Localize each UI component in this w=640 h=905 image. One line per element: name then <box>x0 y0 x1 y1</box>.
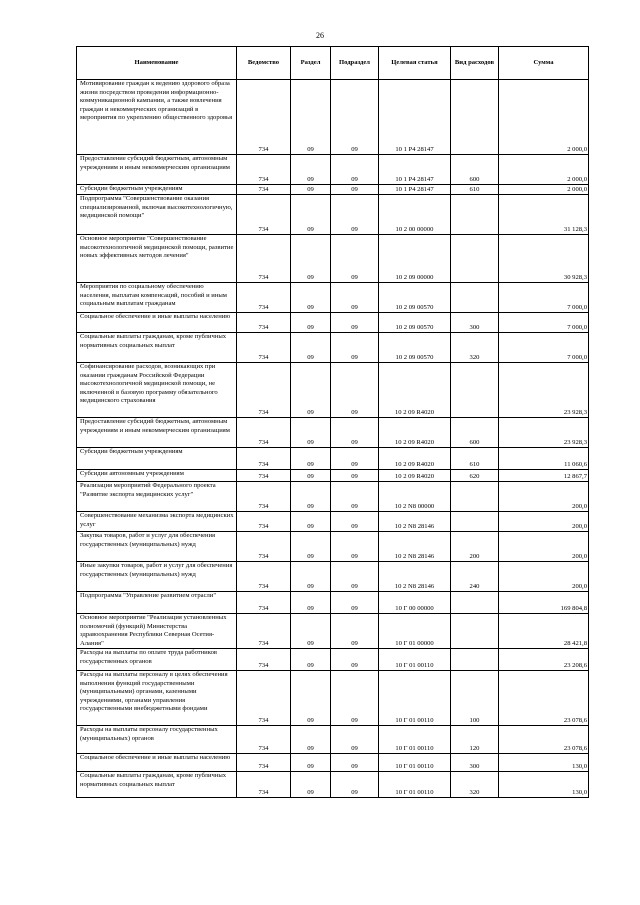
cell-expense-type: 200 <box>451 532 499 562</box>
cell-subsection: 09 <box>331 614 379 649</box>
column-header-name: Наименование <box>77 47 237 80</box>
cell-subsection: 09 <box>331 235 379 283</box>
cell-target-article: 10 2 09 R4020 <box>379 448 451 470</box>
cell-expense-type: 610 <box>451 448 499 470</box>
table-row <box>77 562 589 592</box>
cell-sum: 23 078,6 <box>499 726 589 754</box>
cell-section: 09 <box>291 185 331 195</box>
cell-expense-type: 100 <box>451 671 499 726</box>
cell-section: 09 <box>291 562 331 592</box>
cell-name: Мероприятия по социальному обеспечению населения, выплатам компенсаций, пособий и иным социальным выплатам гражданам <box>77 283 237 313</box>
cell-target-article: 10 2 N8 00000 <box>379 482 451 512</box>
cell-subsection: 09 <box>331 562 379 592</box>
table-row <box>77 363 589 418</box>
cell-name: Расходы на выплаты персоналу в целях обеспечения выполнения функций государственными (муниципальными) органами, казенными учреждениями, органами управления государственными внебюджетными фондами <box>77 671 237 726</box>
cell-section: 09 <box>291 614 331 649</box>
cell-section: 09 <box>291 80 331 155</box>
cell-section: 09 <box>291 195 331 235</box>
cell-name: Предоставление субсидий бюджетным, автономным учреждениям и иным некоммерческим организациям <box>77 418 237 448</box>
cell-expense-type: 300 <box>451 754 499 772</box>
cell-section: 09 <box>291 772 331 798</box>
cell-expense-type: 610 <box>451 185 499 195</box>
cell-subsection: 09 <box>331 80 379 155</box>
cell-sum: 28 421,8 <box>499 614 589 649</box>
cell-expense-type <box>451 512 499 532</box>
cell-expense-type: 320 <box>451 772 499 798</box>
cell-sum: 11 060,6 <box>499 448 589 470</box>
cell-section: 09 <box>291 155 331 185</box>
cell-sum: 23 208,6 <box>499 649 589 671</box>
cell-target-article: 10 Г 01 00110 <box>379 671 451 726</box>
cell-section: 09 <box>291 470 331 482</box>
cell-expense-type: 120 <box>451 726 499 754</box>
cell-department: 734 <box>237 80 291 155</box>
cell-name: Социальное обеспечение и иные выплаты населению <box>77 313 237 333</box>
cell-name: Закупка товаров, работ и услуг для обеспечения государственных (муниципальных) нужд <box>77 532 237 562</box>
column-header-department: Ведомство <box>237 47 291 80</box>
cell-name: Подпрограмма "Совершенствование оказания специализированной, включая высокотехнологичную, медицинской помощи" <box>77 195 237 235</box>
table-row <box>77 512 589 532</box>
cell-department: 734 <box>237 155 291 185</box>
cell-sum: 7 000,0 <box>499 313 589 333</box>
cell-expense-type: 240 <box>451 562 499 592</box>
cell-subsection: 09 <box>331 649 379 671</box>
cell-sum: 130,0 <box>499 754 589 772</box>
table-row <box>77 482 589 512</box>
cell-name: Мотивирование граждан к ведению здорового образа жизни посредством проведения информационно-коммуникационной кампании, а также вовлечения граждан и некоммерческих организаций в мероприятия по укреплению общественного здоровья <box>77 80 237 155</box>
cell-subsection: 09 <box>331 482 379 512</box>
table-row <box>77 754 589 772</box>
column-header-target-article: Целевая статья <box>379 47 451 80</box>
cell-subsection: 09 <box>331 512 379 532</box>
table-row <box>77 185 589 195</box>
cell-target-article: 10 2 N8 28146 <box>379 562 451 592</box>
table-row <box>77 592 589 614</box>
cell-subsection: 09 <box>331 772 379 798</box>
cell-name: Подпрограмма "Управление развитием отрасли" <box>77 592 237 614</box>
cell-section: 09 <box>291 671 331 726</box>
cell-name: Социальные выплаты гражданам, кроме публичных нормативных социальных выплат <box>77 772 237 798</box>
cell-subsection: 09 <box>331 283 379 313</box>
cell-name: Расходы на выплаты персоналу государственных (муниципальных) органов <box>77 726 237 754</box>
cell-sum: 200,0 <box>499 562 589 592</box>
page-number: 26 <box>316 31 324 40</box>
cell-target-article: 10 Г 01 00110 <box>379 649 451 671</box>
cell-sum: 2 000,0 <box>499 185 589 195</box>
cell-name: Совершенствование механизма экспорта медицинских услуг <box>77 512 237 532</box>
cell-name: Социальное обеспечение и иные выплаты населению <box>77 754 237 772</box>
cell-section: 09 <box>291 363 331 418</box>
cell-target-article: 10 2 09 00000 <box>379 235 451 283</box>
cell-department: 734 <box>237 333 291 363</box>
cell-expense-type <box>451 614 499 649</box>
cell-subsection: 09 <box>331 532 379 562</box>
cell-department: 734 <box>237 418 291 448</box>
cell-subsection: 09 <box>331 448 379 470</box>
table-row <box>77 772 589 798</box>
cell-section: 09 <box>291 532 331 562</box>
cell-expense-type: 320 <box>451 333 499 363</box>
cell-name: Реализация мероприятий Федерального проекта "Развитие экспорта медицинских услуг" <box>77 482 237 512</box>
cell-section: 09 <box>291 592 331 614</box>
table-header-row <box>77 47 589 80</box>
cell-sum: 23 078,6 <box>499 671 589 726</box>
cell-department: 734 <box>237 185 291 195</box>
cell-sum: 23 928,3 <box>499 363 589 418</box>
cell-subsection: 09 <box>331 155 379 185</box>
cell-department: 734 <box>237 283 291 313</box>
cell-target-article: 10 2 09 00570 <box>379 313 451 333</box>
cell-subsection: 09 <box>331 754 379 772</box>
cell-subsection: 09 <box>331 333 379 363</box>
cell-sum: 200,0 <box>499 512 589 532</box>
cell-target-article: 10 2 09 00570 <box>379 333 451 363</box>
table-row <box>77 448 589 470</box>
cell-expense-type <box>451 80 499 155</box>
cell-target-article: 10 2 09 R4020 <box>379 363 451 418</box>
cell-section: 09 <box>291 512 331 532</box>
cell-department: 734 <box>237 313 291 333</box>
cell-subsection: 09 <box>331 592 379 614</box>
table-row <box>77 235 589 283</box>
cell-department: 734 <box>237 470 291 482</box>
cell-sum: 200,0 <box>499 482 589 512</box>
cell-subsection: 09 <box>331 313 379 333</box>
cell-target-article: 10 2 N8 28146 <box>379 512 451 532</box>
cell-target-article: 10 Г 01 00110 <box>379 726 451 754</box>
table-row <box>77 671 589 726</box>
column-header-sum: Сумма <box>499 47 589 80</box>
cell-subsection: 09 <box>331 418 379 448</box>
cell-target-article: 10 2 09 00570 <box>379 283 451 313</box>
cell-name: Субсидии бюджетным учреждениям <box>77 448 237 470</box>
cell-department: 734 <box>237 592 291 614</box>
cell-target-article: 10 2 09 R4020 <box>379 418 451 448</box>
cell-name: Софинансирование расходов, возникающих при оказании гражданам Российской Федерации высокотехнологичной медицинской помощи, не включенной в базовую программу обязательного медицинского страхования <box>77 363 237 418</box>
cell-department: 734 <box>237 614 291 649</box>
table-row <box>77 80 589 155</box>
cell-target-article: 10 2 09 R4020 <box>379 470 451 482</box>
cell-section: 09 <box>291 313 331 333</box>
cell-expense-type <box>451 235 499 283</box>
cell-name: Субсидии бюджетным учреждениям <box>77 185 237 195</box>
cell-sum: 7 000,0 <box>499 283 589 313</box>
cell-target-article: 10 Г 01 00000 <box>379 614 451 649</box>
cell-sum: 23 928,3 <box>499 418 589 448</box>
table-row <box>77 418 589 448</box>
table-row <box>77 649 589 671</box>
cell-subsection: 09 <box>331 363 379 418</box>
cell-expense-type <box>451 649 499 671</box>
cell-sum: 130,0 <box>499 772 589 798</box>
cell-subsection: 09 <box>331 185 379 195</box>
cell-subsection: 09 <box>331 195 379 235</box>
cell-section: 09 <box>291 235 331 283</box>
cell-sum: 12 867,7 <box>499 470 589 482</box>
cell-department: 734 <box>237 235 291 283</box>
cell-name: Социальные выплаты гражданам, кроме публичных нормативных социальных выплат <box>77 333 237 363</box>
table-row <box>77 333 589 363</box>
column-header-subsection: Подраздел <box>331 47 379 80</box>
cell-section: 09 <box>291 333 331 363</box>
cell-name: Предоставление субсидий бюджетным, автономным учреждениям и иным некоммерческим организациям <box>77 155 237 185</box>
cell-sum: 2 000,0 <box>499 155 589 185</box>
cell-department: 734 <box>237 649 291 671</box>
cell-target-article: 10 Г 01 00110 <box>379 772 451 798</box>
cell-section: 09 <box>291 649 331 671</box>
table-row <box>77 283 589 313</box>
column-header-section: Раздел <box>291 47 331 80</box>
cell-target-article: 10 2 00 00000 <box>379 195 451 235</box>
cell-subsection: 09 <box>331 671 379 726</box>
cell-target-article: 10 2 N8 28146 <box>379 532 451 562</box>
cell-department: 734 <box>237 195 291 235</box>
cell-department: 734 <box>237 448 291 470</box>
cell-expense-type <box>451 592 499 614</box>
table-row <box>77 532 589 562</box>
cell-department: 734 <box>237 772 291 798</box>
cell-target-article: 10 Г 01 00110 <box>379 754 451 772</box>
cell-section: 09 <box>291 482 331 512</box>
cell-expense-type <box>451 363 499 418</box>
cell-department: 734 <box>237 562 291 592</box>
cell-department: 734 <box>237 754 291 772</box>
budget-table <box>76 46 589 798</box>
cell-section: 09 <box>291 726 331 754</box>
cell-section: 09 <box>291 448 331 470</box>
cell-name: Расходы на выплаты по оплате труда работников государственных органов <box>77 649 237 671</box>
cell-department: 734 <box>237 671 291 726</box>
cell-section: 09 <box>291 418 331 448</box>
column-header-expense-type: Вид расходов <box>451 47 499 80</box>
cell-sum: 200,0 <box>499 532 589 562</box>
cell-expense-type: 600 <box>451 155 499 185</box>
cell-department: 734 <box>237 512 291 532</box>
cell-expense-type: 600 <box>451 418 499 448</box>
cell-section: 09 <box>291 754 331 772</box>
cell-name: Основное мероприятие "Реализация установленных полномочий (функций) Министерства здравоохранения Республики Северная Осетия-Алания" <box>77 614 237 649</box>
cell-target-article: 10 1 P4 28147 <box>379 185 451 195</box>
cell-subsection: 09 <box>331 726 379 754</box>
cell-department: 734 <box>237 482 291 512</box>
table-row <box>77 614 589 649</box>
table-row <box>77 470 589 482</box>
cell-sum: 2 000,0 <box>499 80 589 155</box>
cell-department: 734 <box>237 363 291 418</box>
cell-department: 734 <box>237 726 291 754</box>
cell-subsection: 09 <box>331 470 379 482</box>
table-row <box>77 726 589 754</box>
cell-expense-type: 300 <box>451 313 499 333</box>
cell-target-article: 10 1 P4 28147 <box>379 155 451 185</box>
cell-name: Субсидии автономным учреждениям <box>77 470 237 482</box>
cell-target-article: 10 1 P4 28147 <box>379 80 451 155</box>
cell-sum: 7 000,0 <box>499 333 589 363</box>
cell-sum: 31 128,3 <box>499 195 589 235</box>
table-row <box>77 155 589 185</box>
cell-section: 09 <box>291 283 331 313</box>
cell-expense-type <box>451 195 499 235</box>
cell-expense-type <box>451 283 499 313</box>
cell-expense-type: 620 <box>451 470 499 482</box>
cell-expense-type <box>451 482 499 512</box>
cell-target-article: 10 Г 00 00000 <box>379 592 451 614</box>
cell-sum: 30 928,3 <box>499 235 589 283</box>
cell-sum: 169 804,8 <box>499 592 589 614</box>
cell-name: Иные закупки товаров, работ и услуг для обеспечения государственных (муниципальных) нужд <box>77 562 237 592</box>
cell-name: Основное мероприятие "Совершенствование высокотехнологичной медицинской помощи, развитие новых эффективных методов лечения" <box>77 235 237 283</box>
cell-department: 734 <box>237 532 291 562</box>
table-row <box>77 313 589 333</box>
table-row <box>77 195 589 235</box>
